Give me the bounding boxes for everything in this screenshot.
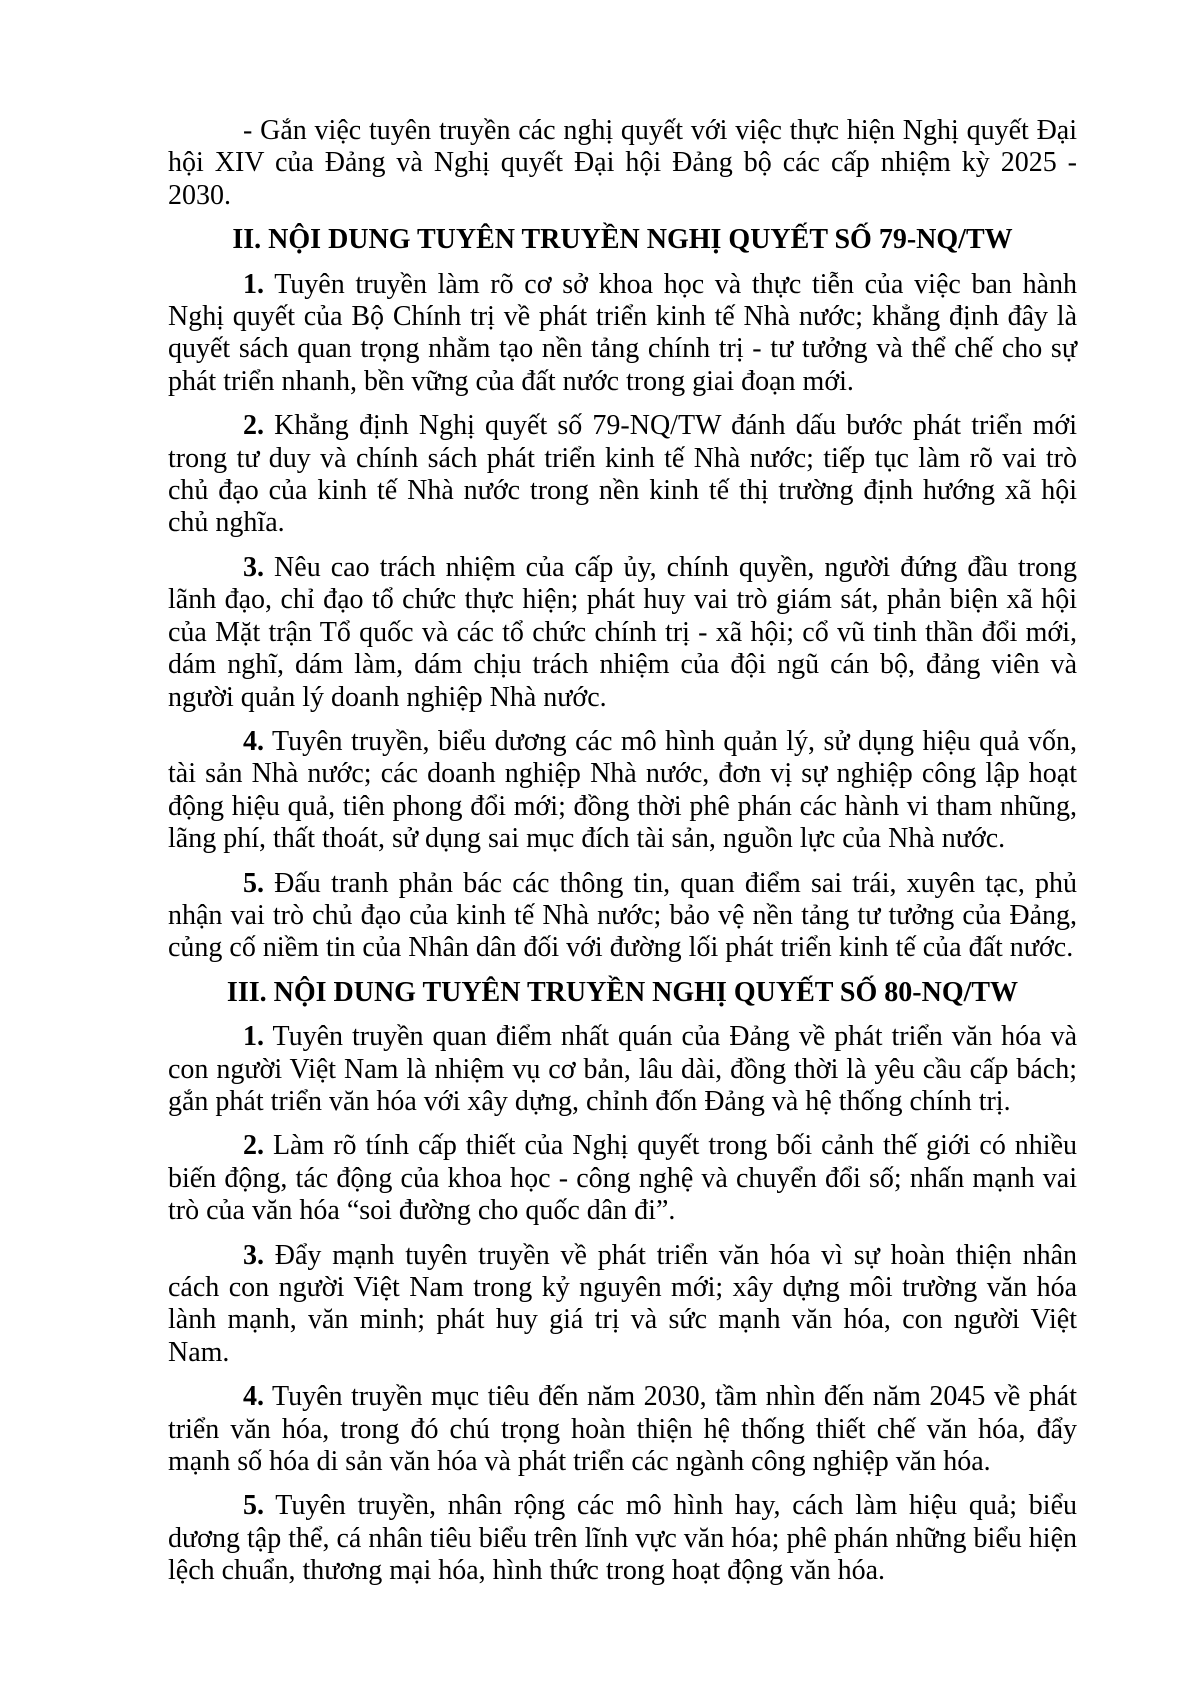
list-item bbox=[168, 410, 1077, 540]
item-number: 2. bbox=[243, 1130, 264, 1162]
item-text: Đấu tranh phản bác các thông tin, quan điểm sai trái, xuyên tạc, phủ nhận vai trò chủ đạo của kinh tế Nhà nước; bảo vệ nền tảng tư tưởng của Đảng, củng cố niềm tin của Nhân dân đối với đường lối phát triển kinh tế của đất nước. bbox=[168, 867, 1078, 964]
item-text: Làm rõ tính cấp thiết của Nghị quyết trong bối cảnh thế giới có nhiều biến động, tác động của khoa học - công nghệ và chuyển đổi số; nhấn mạnh vai trò của văn hóa “soi đường cho quốc dân đi”. bbox=[168, 1130, 1078, 1227]
item-text: Tuyên truyền mục tiêu đến năm 2030, tầm nhìn đến năm 2045 về phát triển văn hóa, trong đó chú trọng hoàn thiện hệ thống thiết chế văn hóa, đẩy mạnh số hóa di sản văn hóa và phát triển các ngành công nghiệp văn hóa. bbox=[168, 1381, 1077, 1478]
section-heading-iii: III. NỘI DUNG TUYÊN TRUYỀN NGHỊ QUYẾT SỐ 80-NQ/TW bbox=[226, 976, 1019, 1008]
item-number: 4. bbox=[243, 1381, 264, 1413]
item-number: 4. bbox=[243, 725, 264, 757]
item-text: Tuyên truyền làm rõ cơ sở khoa học và thực tiễn của việc ban hành Nghị quyết của Bộ Chính trị về phát triển kinh tế Nhà nước; khẳng định đây là quyết sách quan trọng nhằm tạo nền tảng chính trị - tư tưởng và thể chế cho sự phát triển nhanh, bền vững của đất nước trong giai đoạn mới. bbox=[168, 268, 1078, 397]
section-heading-ii: II. NỘI DUNG TUYÊN TRUYỀN NGHỊ QUYẾT SỐ 79-NQ/TW bbox=[232, 224, 1013, 256]
list-item bbox=[168, 1240, 1077, 1370]
item-number: 2. bbox=[243, 410, 264, 442]
item-number: 5. bbox=[243, 867, 264, 899]
item-text: Tuyên truyền quan điểm nhất quán của Đảng về phát triển văn hóa và con người Việt Nam là nhiệm vụ cơ bản, lâu dài, đồng thời là yêu cầu cấp bách; gắn phát triển văn hóa với xây dựng, chỉnh đốn Đảng và hệ thống chính trị. bbox=[168, 1021, 1077, 1117]
item-text: Nêu cao trách nhiệm của cấp ủy, chính quyền, người đứng đầu trong lãnh đạo, chỉ đạo tổ chức thực hiện; phát huy vai trò giám sát, phản biện xã hội của Mặt trận Tổ quốc và các tổ chức chính trị - xã hội; cổ vũ tinh thần đổi mới, dám nghĩ, dám làm, dám chịu trách nhiệm của đội ngũ cán bộ, đảng viên và người quản lý doanh nghiệp Nhà nước. bbox=[168, 551, 1077, 713]
item-text: Tuyên truyền, biểu dương các mô hình quản lý, sử dụng hiệu quả vốn, tài sản Nhà nước; các doanh nghiệp Nhà nước, đơn vị sự nghiệp công lập hoạt động hiệu quả, tiên phong đổi mới; đồng thời phê phán các hành vi tham nhũng, lãng phí, thất thoát, sử dụng sai mục đích tài sản, nguồn lực của Nhà nước. bbox=[168, 725, 1077, 855]
item-number: 1. bbox=[243, 268, 264, 300]
list-item bbox=[168, 1381, 1077, 1478]
item-text: Tuyên truyền, nhân rộng các mô hình hay, cách làm hiệu quả; biểu dương tập thể, cá nhân tiêu biểu trên lĩnh vực văn hóa; phê phán những biểu hiện lệch chuẩn, thương mại hóa, hình thức trong hoạt động văn hóa. bbox=[168, 1490, 1078, 1587]
list-item bbox=[168, 726, 1077, 856]
item-number: 3. bbox=[243, 1239, 264, 1271]
item-number: 1. bbox=[243, 1021, 264, 1053]
item-text: Khẳng định Nghị quyết số 79-NQ/TW đánh dấu bước phát triển mới trong tư duy và chính sách phát triển kinh tế Nhà nước; tiếp tục làm rõ vai trò chủ đạo của kinh tế Nhà nước trong nền kinh tế thị trường định hướng xã hội chủ nghĩa. bbox=[168, 410, 1078, 539]
item-text: Đẩy mạnh tuyên truyền về phát triển văn hóa vì sự hoàn thiện nhân cách con người Việt Nam trong kỷ nguyên mới; xây dựng môi trường văn hóa lành mạnh, văn minh; phát huy giá trị và sức mạnh văn hóa, con người Việt Nam. bbox=[168, 1239, 1077, 1368]
list-item bbox=[168, 1490, 1077, 1587]
intro-paragraph: - Gắn việc tuyên truyền các nghị quyết với việc thực hiện Nghị quyết Đại hội XIV của Đảng và Nghị quyết Đại hội Đảng bộ các cấp nhiệm kỳ 2025 - 2030. bbox=[168, 115, 1077, 211]
list-item bbox=[168, 552, 1077, 714]
list-item bbox=[168, 1130, 1077, 1227]
item-number: 5. bbox=[243, 1490, 264, 1522]
item-number: 3. bbox=[243, 551, 264, 583]
list-item bbox=[168, 1021, 1077, 1118]
list-item bbox=[168, 269, 1077, 399]
list-item bbox=[168, 868, 1077, 965]
